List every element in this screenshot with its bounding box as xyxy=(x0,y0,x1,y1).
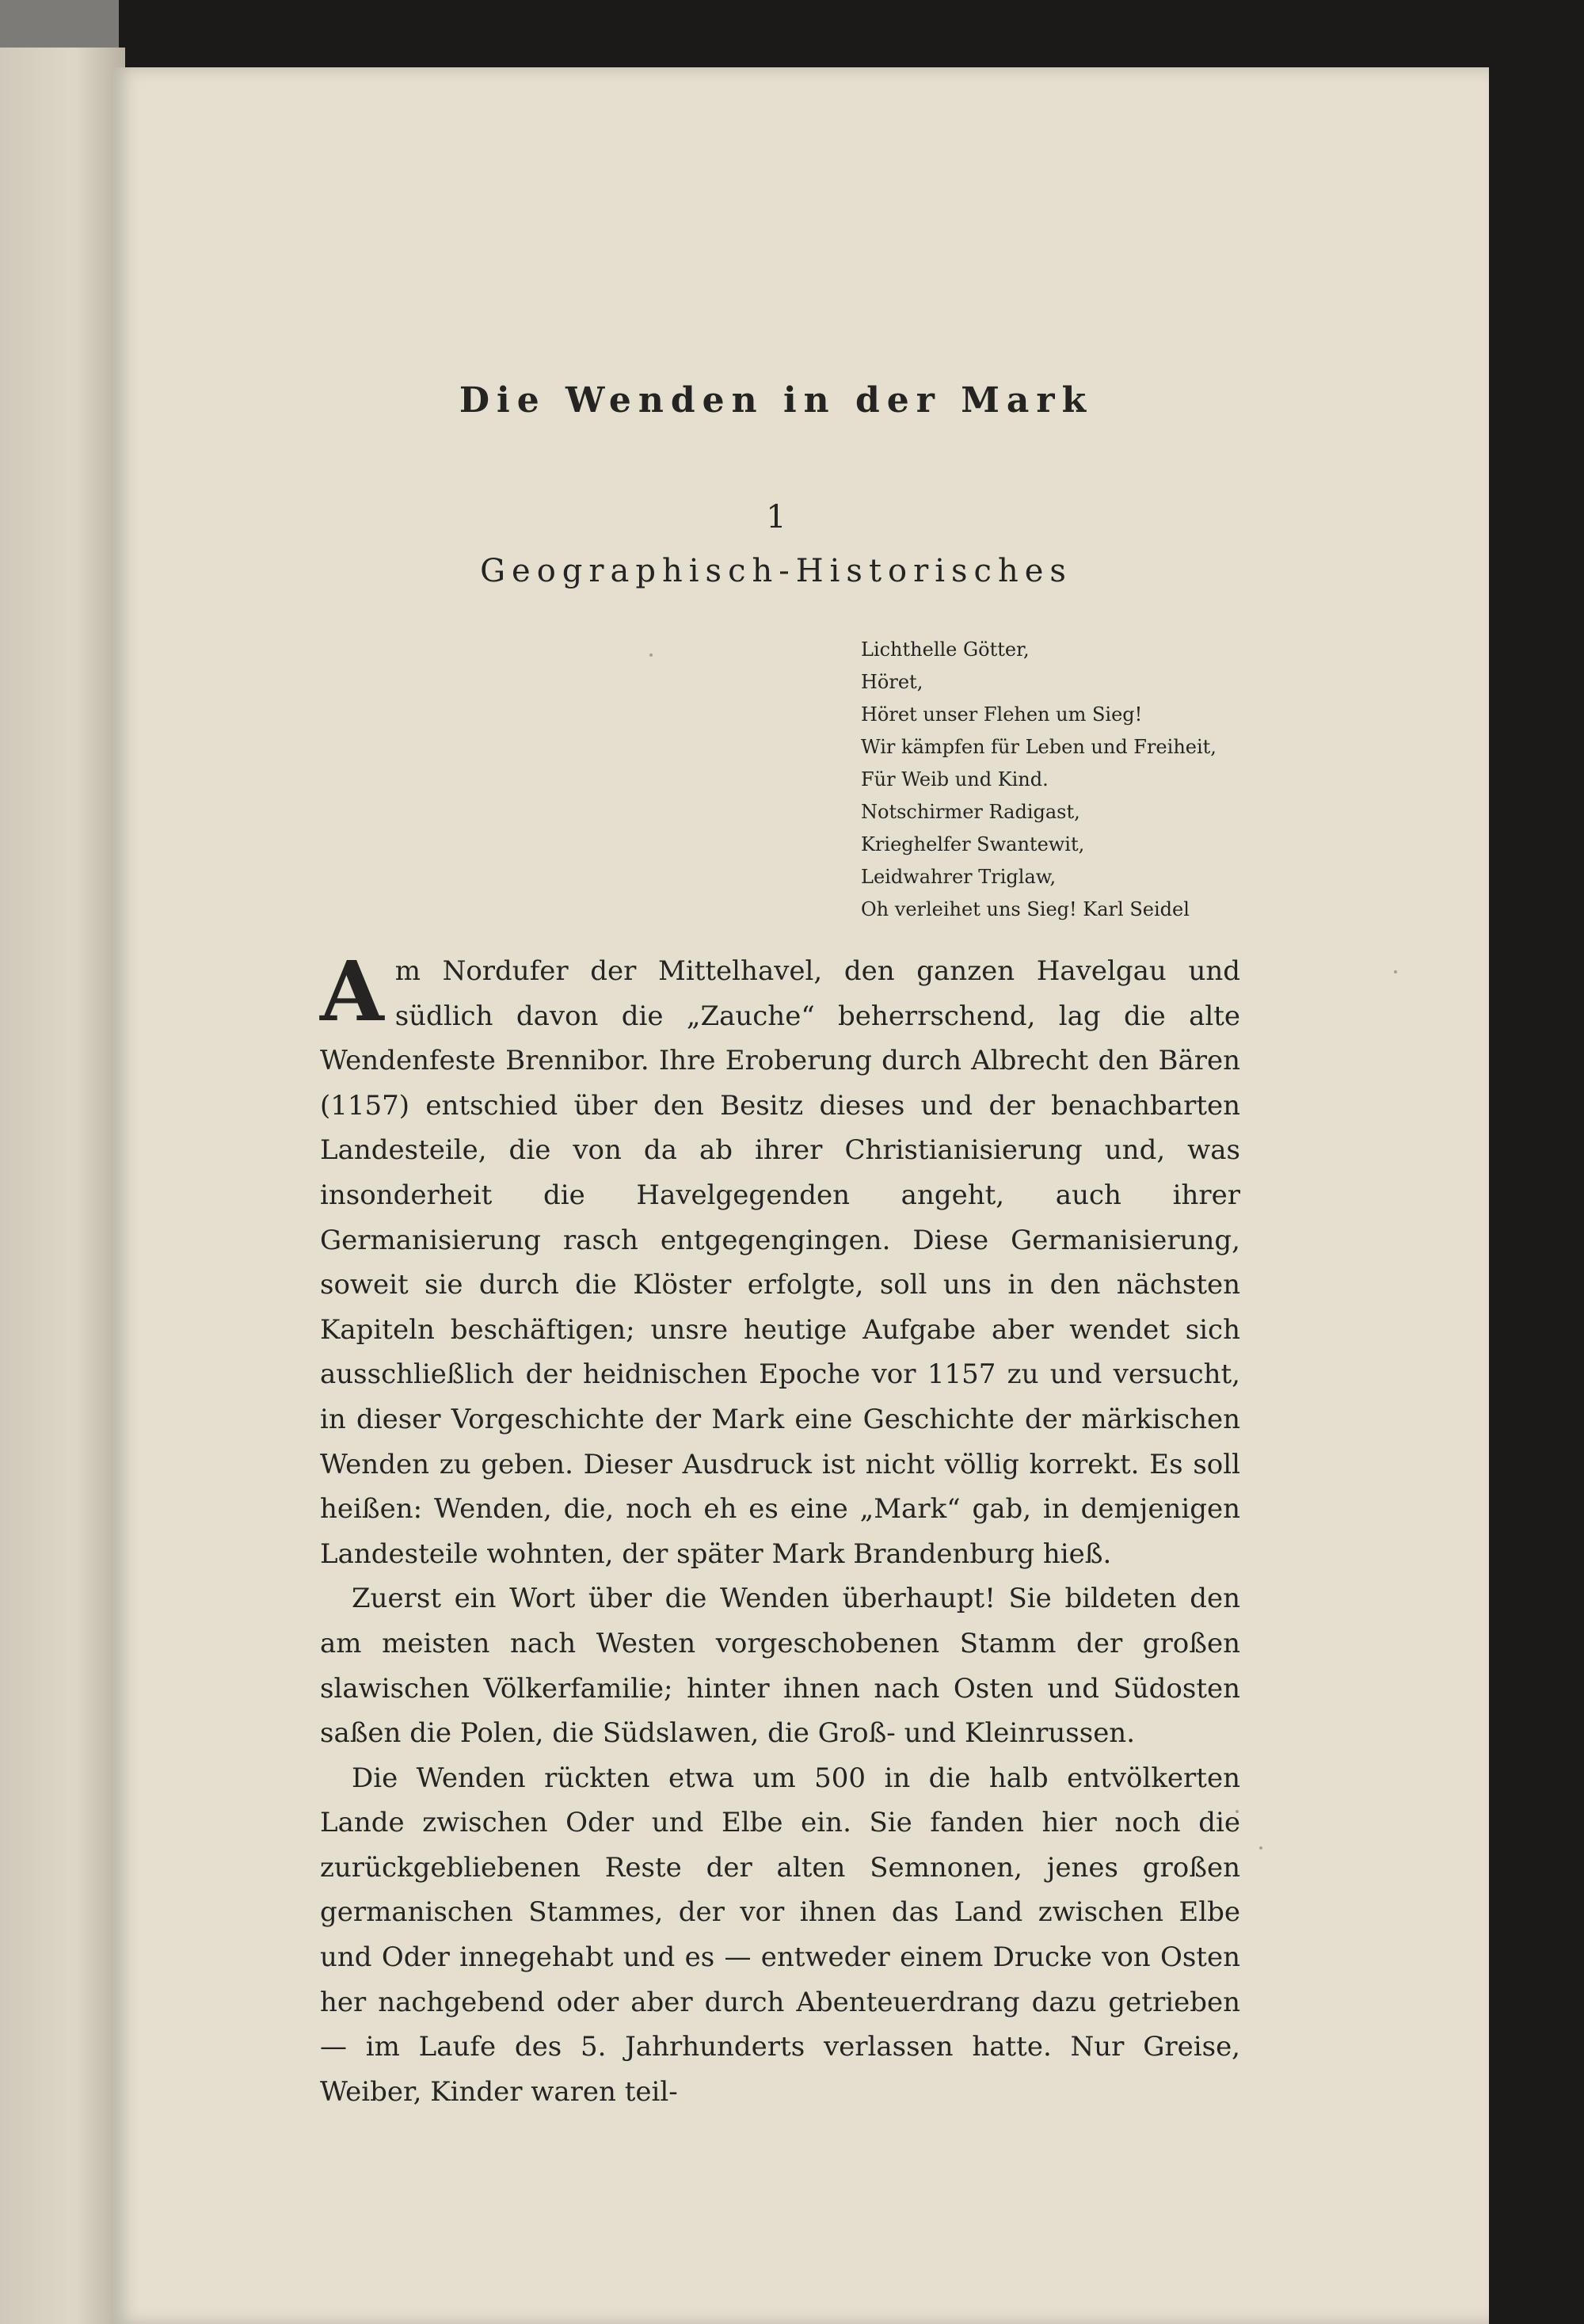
paper-speck xyxy=(1394,970,1397,973)
poem-line: Krieghelfer Swantewit, xyxy=(861,833,1085,855)
epigraph-poem xyxy=(861,634,1495,926)
poem-line: Für Weib und Kind. xyxy=(861,768,1049,791)
drop-cap: A xyxy=(320,943,384,1040)
poem-line: Höret unser Flehen um Sieg! xyxy=(861,703,1143,726)
poem-line-with-author: Oh verleihet uns Sieg! Karl Seidel xyxy=(861,898,1190,920)
poem-line: Höret, xyxy=(861,671,923,693)
paragraph-text: m Nordufer der Mittelhavel, den ganzen Havelgau und südlich davon die „Zauche“ beherrschend, lag die alte Wendenfeste Brennibor. Ihre Eroberung durch Albrecht den Bären (1157) entschied über den Besitz dieses und der benachbarten Landesteile, die von da ab ihrer Christianisierung und, was insonderheit die Havelgegenden angeht, auch ihrer Germanisierung rasch entgegengingen. Diese Germanisierung, soweit sie durch die Klöster erfolgte, soll uns in den nächsten Kapiteln beschäftigen; unsre heutige Aufgabe aber wendet sich ausschließlich der heidnischen Epoche vor 1157 zu und versucht, in dieser Vorgeschichte der Mark eine Geschichte der märkischen Wenden zu geben. Dieser Ausdruck ist nicht völlig korrekt. Es soll heißen: Wenden, die, noch eh es eine „Mark“ gab, in demjenigen Landesteile wohnten, der später Mark Brandenburg hieß. xyxy=(320,955,1240,1570)
paper-speck xyxy=(649,653,653,657)
chapter-number: 1 xyxy=(766,499,786,535)
paper-speck xyxy=(1259,1846,1262,1850)
paragraph xyxy=(320,943,1240,1576)
paragraph: Die Wenden rückten etwa um 500 in die halb entvölkerten Lande zwischen Oder und Elbe ein. Sie fanden hier noch die zurückgebliebenen Reste der alten Semnonen, jenes großen germanischen Stammes, der vor ihnen das Land zwischen Elbe und Oder innegehabt und es — entweder einem Drucke von Osten her nachgebend oder aber durch Abenteuerdrang dazu getrieben — im Laufe des 5. Jahrhunderts verlassen hatte. Nur Greise, Weiber, Kinder waren teil- xyxy=(320,1762,1240,2108)
chapter-body xyxy=(320,943,1240,2114)
poem-line: Wir kämpfen für Leben und Freiheit, xyxy=(861,736,1217,758)
poem-line: Leidwahrer Triglaw, xyxy=(861,866,1057,888)
paragraph: Zuerst ein Wort über die Wenden überhaupt! Sie bildeten den am meisten nach Westen vorgeschobenen Stamm der großen slawischen Völkerfamilie; hinter ihnen nach Osten und Südosten saßen die Polen, die Südslawen, die Groß- und Kleinrussen. xyxy=(320,1583,1240,1750)
poem-line: Lichthelle Götter, xyxy=(861,638,1030,661)
chapter-title: Die Wenden in der Mark xyxy=(459,380,1094,421)
chapter-subtitle: Geographisch-Historisches xyxy=(480,553,1072,589)
poem-line: Notschirmer Radigast, xyxy=(861,801,1080,823)
